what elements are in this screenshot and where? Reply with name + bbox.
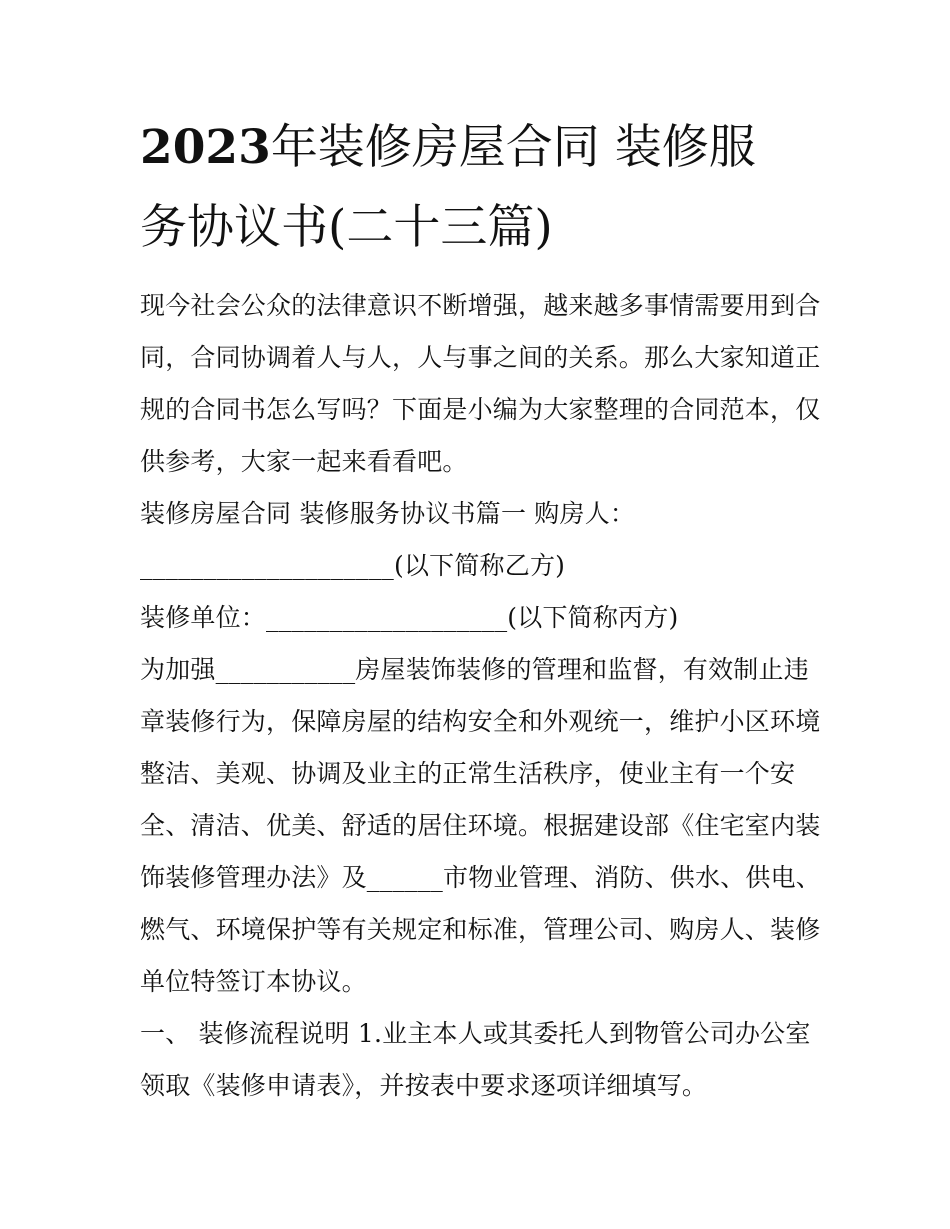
- document-title: [140, 108, 830, 268]
- body-line: 单位特签订本协议。: [140, 967, 367, 996]
- document-body: [140, 280, 830, 1112]
- section-heading-line: 装修房屋合同 装修服务协议书篇一 购房人：: [140, 499, 636, 528]
- title-line2: 务协议书(二十三篇): [140, 200, 553, 255]
- body-line: 现今社会公众的法律意识不断增强，越来越多事情需要用到合: [140, 291, 821, 320]
- clause-line: 领取《装修申请表》，并按表中要求逐项详细填写。: [140, 1071, 708, 1100]
- title-year: 2023: [140, 120, 271, 175]
- body-line: 饰装修管理办法》及______市物业管理、消防、供水、供电、: [140, 863, 822, 892]
- body-line: 供参考，大家一起来看看吧。: [140, 447, 468, 476]
- party-c-line: 装修单位：___________________(以下简称丙方): [140, 603, 679, 632]
- title-line1-rest: 年装修房屋合同 装修服: [270, 120, 756, 175]
- body-line: 同，合同协调着人与人，人与事之间的关系。那么大家知道正: [140, 343, 821, 372]
- body-line: 整洁、美观、协调及业主的正常生活秩序，使业主有一个安: [140, 759, 796, 788]
- body-line: 为加强___________房屋装饰装修的管理和监督，有效制止违: [140, 655, 809, 684]
- clause-line: 一、 装修流程说明 1.业主本人或其委托人到物管公司办公室: [140, 1019, 811, 1048]
- party-b-line: ____________________(以下简称乙方): [140, 551, 566, 580]
- body-line: 章装修行为，保障房屋的结构安全和外观统一，维护小区环境: [140, 707, 821, 736]
- body-line: 燃气、环境保护等有关规定和标准，管理公司、购房人、装修: [140, 915, 821, 944]
- body-line: 全、清洁、优美、舒适的居住环境。根据建设部《住宅室内装: [140, 811, 821, 840]
- body-line: 规的合同书怎么写吗？下面是小编为大家整理的合同范本，仅: [140, 395, 821, 424]
